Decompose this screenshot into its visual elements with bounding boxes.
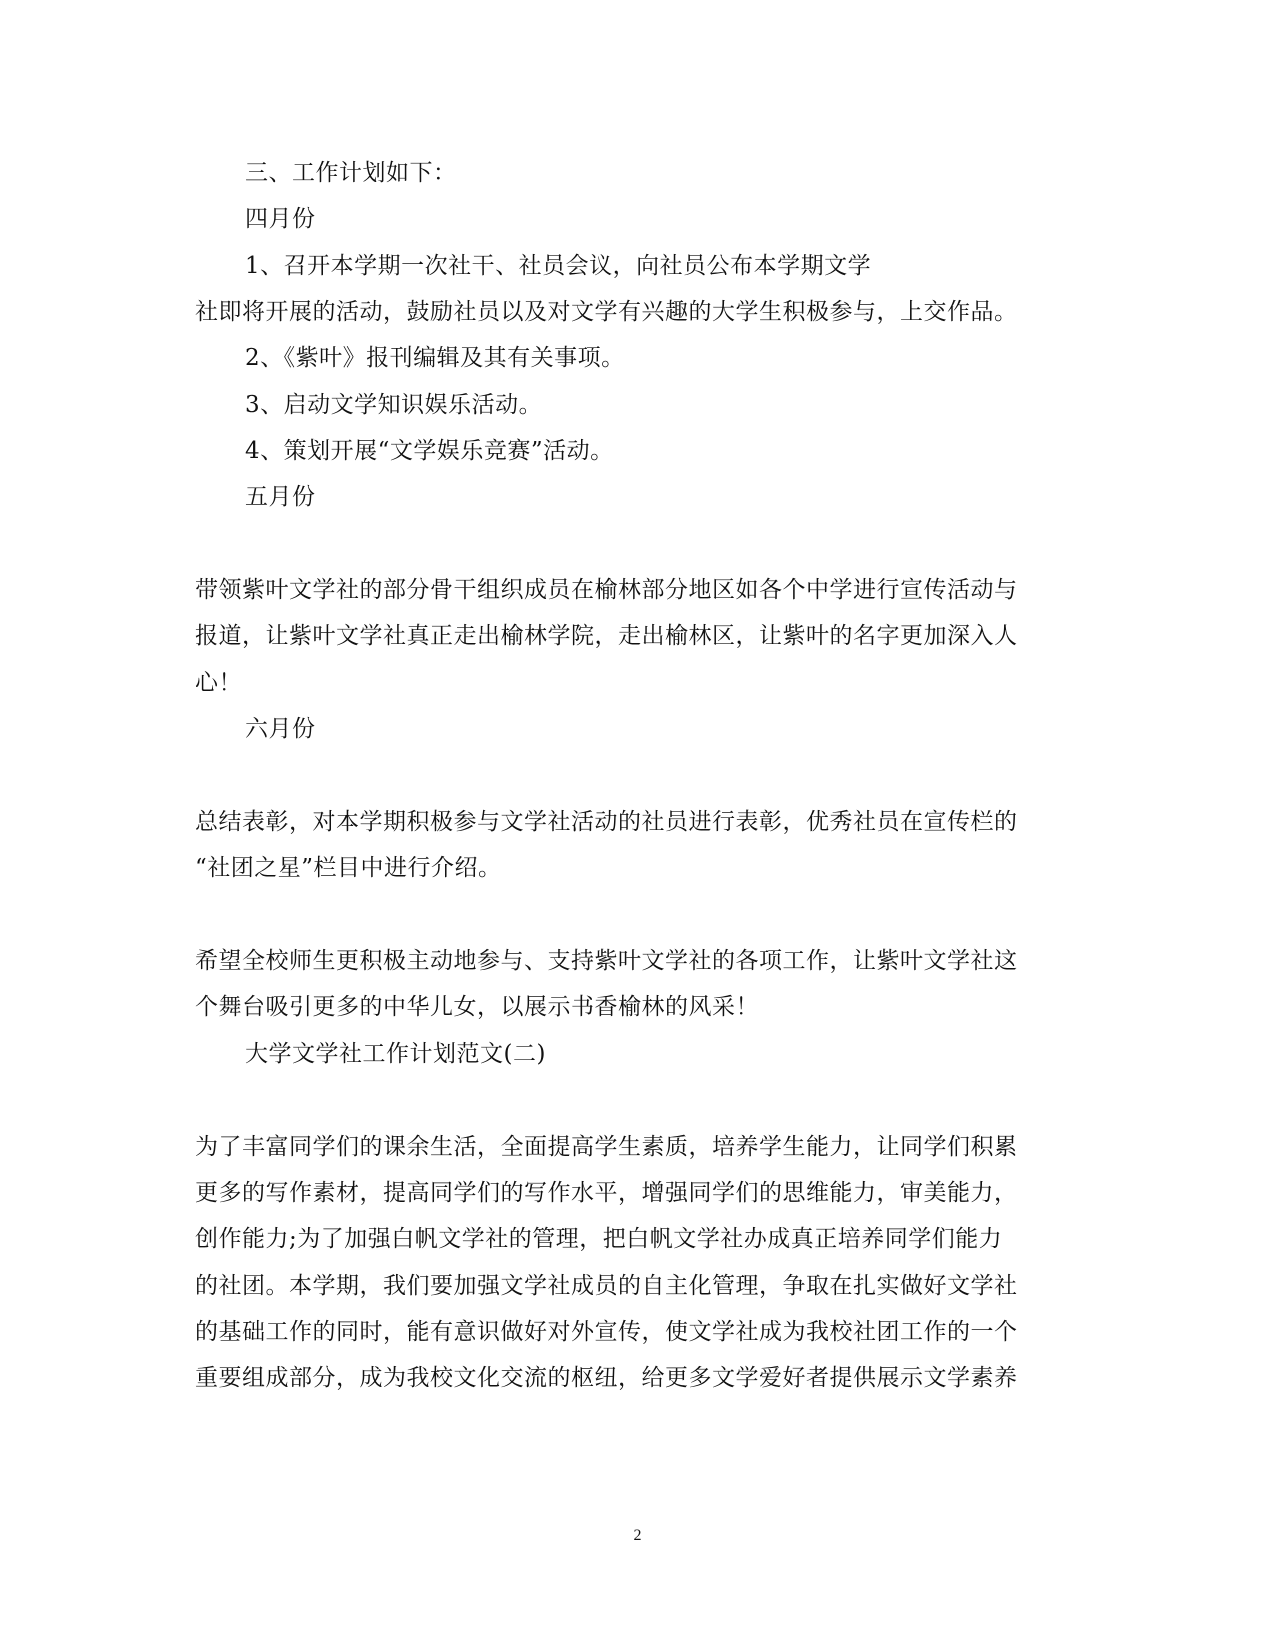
text-line: 3、启动文学知识娱乐活动。 <box>245 392 543 418</box>
text-line: 社即将开展的活动，鼓励社员以及对文学有兴趣的大学生积极参与，上交作品。 <box>195 299 1018 325</box>
page-number: 2 <box>633 1527 642 1544</box>
text-line: 希望全校师生更积极主动地参与、支持紫叶文学社的各项工作，让紫叶文学社这 <box>195 948 1018 974</box>
text-line: 报道，让紫叶文学社真正走出榆林学院，走出榆林区，让紫叶的名字更加深入人 <box>195 623 1018 649</box>
text-line: 的基础工作的同时，能有意识做好对外宣传，使文学社成为我校社团工作的一个 <box>195 1319 1018 1345</box>
text-line: 大学文学社工作计划范文(二) <box>245 1041 546 1067</box>
text-line: 六月份 <box>245 716 316 742</box>
text-line: 四月份 <box>245 206 316 232</box>
text-line: 的社团。本学期，我们要加强文学社成员的自主化管理，争取在扎实做好文学社 <box>195 1273 1018 1299</box>
text-line: 带领紫叶文学社的部分骨干组织成员在榆林部分地区如各个中学进行宣传活动与 <box>195 577 1018 603</box>
text-line: 2、《紫叶》报刊编辑及其有关事项。 <box>245 345 625 371</box>
text-line: “社团之星”栏目中进行介绍。 <box>195 855 502 881</box>
text-line: 五月份 <box>245 484 316 510</box>
text-line: 总结表彰，对本学期积极参与文学社活动的社员进行表彰，优秀社员在宣传栏的 <box>195 809 1018 835</box>
text-line: 4、策划开展“文学娱乐竞赛”活动。 <box>245 438 614 464</box>
text-line: 三、工作计划如下： <box>245 160 457 186</box>
text-line: 创作能力;为了加强白帆文学社的管理，把白帆文学社办成真正培养同学们能力 <box>195 1226 1003 1252</box>
text-line: 重要组成部分，成为我校文化交流的枢纽，给更多文学爱好者提供展示文学素养 <box>195 1365 1018 1391</box>
text-line: 个舞台吸引更多的中华儿女，以展示书香榆林的风采！ <box>195 994 759 1020</box>
text-line: 为了丰富同学们的课余生活，全面提高学生素质，培养学生能力，让同学们积累 <box>195 1134 1018 1160</box>
text-line: 心！ <box>195 670 242 696</box>
text-line: 1、召开本学期一次社干、社员会议，向社员公布本学期文学 <box>245 253 872 279</box>
text-line: 更多的写作素材，提高同学们的写作水平，增强同学们的思维能力，审美能力， <box>195 1180 1018 1206</box>
